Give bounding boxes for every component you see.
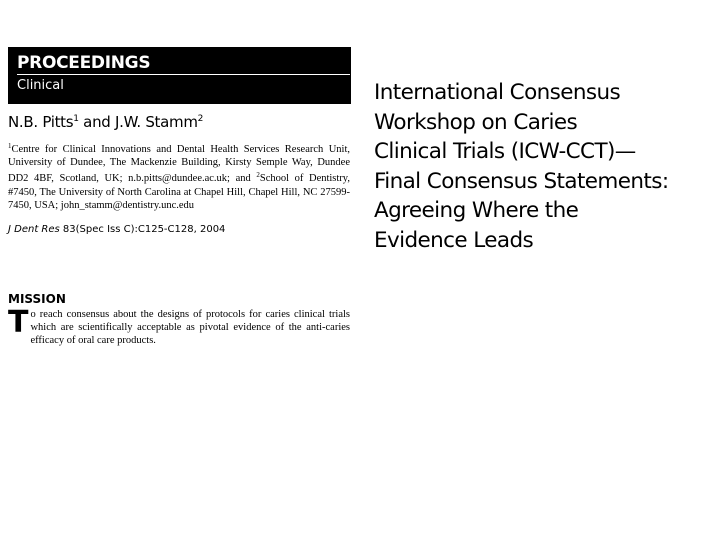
- author-2-affil-mark: 2: [197, 114, 204, 124]
- title-line-3: Clinical Trials (ICW-CCT)—: [374, 139, 636, 164]
- author-joiner: and: [78, 113, 115, 131]
- citation: [8, 224, 225, 235]
- section-subtitle: Clinical: [17, 78, 64, 93]
- mission-dropcap: T: [8, 305, 29, 340]
- affiliation-1: Centre for Clinical Innovations and Dental Health Services Research Unit, University of Dundee, The Mackenzie Building, Kirsty Semple Way, Dundee DD2 4BF, Scotland, UK; n.b.pitts@dundee.ac.uk; and: [8, 144, 350, 185]
- banner-divider: [17, 74, 350, 75]
- author-1-affil-mark: 1: [73, 114, 79, 124]
- affil-mark-1: 1: [8, 142, 12, 150]
- author-2: J.W. Stamm: [114, 113, 198, 131]
- section-banner: [8, 47, 351, 104]
- author-1: N.B. Pitts: [8, 113, 74, 131]
- journal-name: J Dent Res: [8, 224, 60, 235]
- affil-mark-2: 2: [256, 171, 260, 180]
- title-line-1: International Consensus: [374, 80, 621, 105]
- mission-heading: MISSION: [8, 292, 66, 306]
- title-line-5: Agreeing Where the: [374, 198, 579, 223]
- author-line: [8, 113, 203, 131]
- mission-text: o reach consensus about the designs of protocols for caries clinical trials which are scientifically acceptable as pivotal evidence of the anti-caries efficacy of oral care products.: [30, 309, 350, 347]
- affiliations: [8, 140, 350, 212]
- section-title: PROCEEDINGS: [17, 53, 151, 73]
- title-line-2: Workshop on Caries: [374, 109, 578, 135]
- paper-title: [374, 78, 714, 255]
- mission-block: [8, 305, 350, 348]
- title-line-6: Evidence Leads: [374, 227, 534, 253]
- title-line-4: Final Consensus Statements:: [374, 168, 669, 194]
- affiliation-2: School of Dentistry, #7450, The University of North Carolina at Chapel Hill, Chapel Hill, NC 27599-7450, USA; john_stamm@dentistry.unc.edu: [8, 173, 351, 211]
- citation-details: 83(Spec Iss C):C125-C128, 2004: [59, 224, 226, 235]
